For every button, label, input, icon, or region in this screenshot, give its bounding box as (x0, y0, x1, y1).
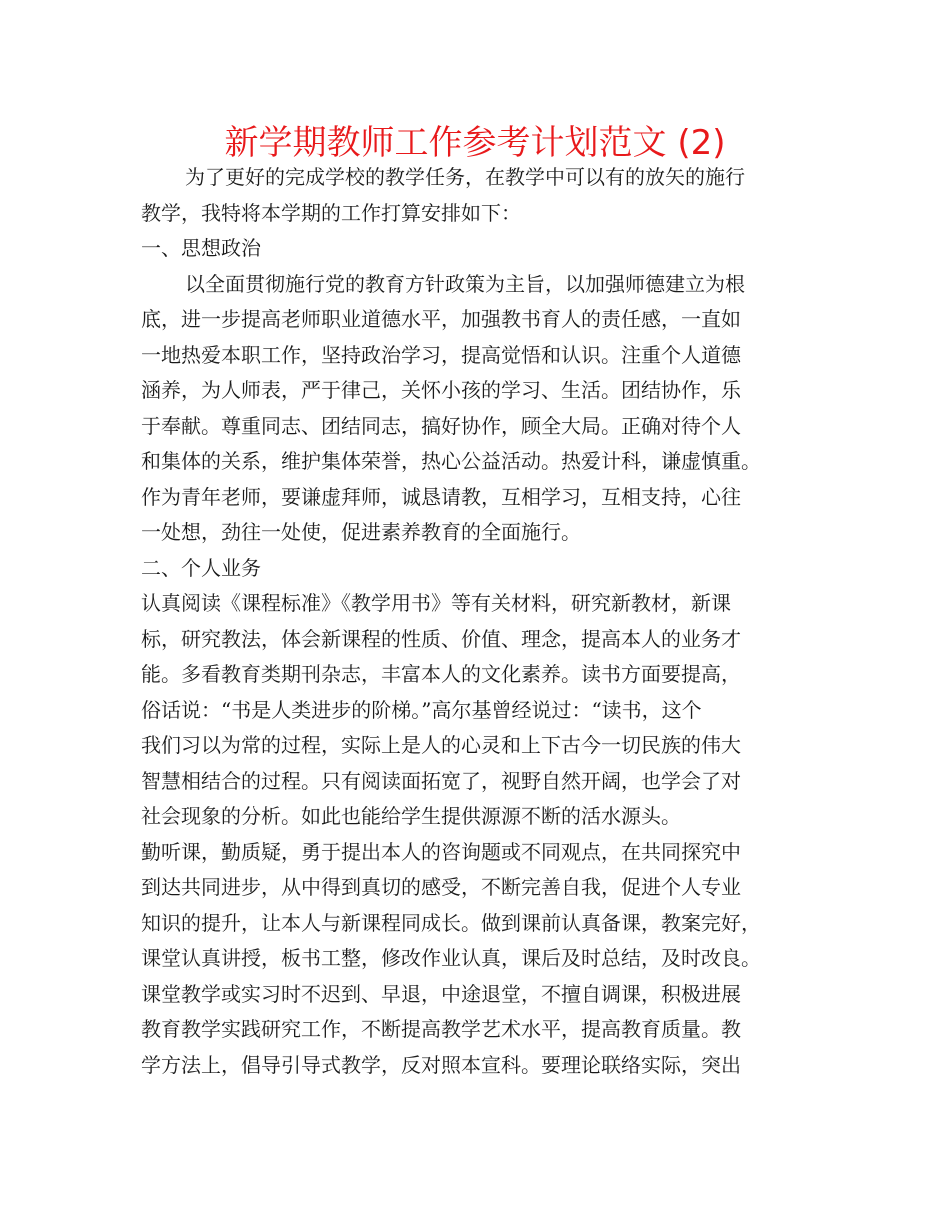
text-line: 一、思想政治 (141, 236, 261, 260)
text-line: 以全面贯彻施行党的教育方针政策为主旨，以加强师德建立为根 (185, 271, 745, 296)
text-line: 知识的提升，让本人与新课程同成长。做到课前认真备课，教案完好， (141, 910, 761, 935)
text-line: 认真阅读《课程标准》《教学用书》等有关材料，研究新教材，新课 (141, 591, 731, 615)
text-line: 一地热爱本职工作，坚持政治学习，提高觉悟和认识。注重个人道德 (141, 342, 741, 367)
text-line: 能。多看教育类期刊杂志，丰富本人的文化素养。读书方面要提高， (141, 662, 741, 686)
text-line: 标，研究教法，体会新课程的性质、价值、理念，提高本人的业务才 (141, 626, 741, 651)
text-line: 学方法上，倡导引导式教学，反对照本宣科。要理论联络实际，突出 (141, 1052, 741, 1077)
text-line: 二、个人业务 (141, 555, 261, 580)
text-line: 教学，我特将本学期的工作打算安排如下： (141, 200, 521, 225)
text-line: 智慧相结合的过程。只有阅读面拓宽了，视野自然开阔，也学会了对 (141, 768, 741, 793)
text-line: 作为青年老师，要谦虚拜师，诚恳请教，互相学习，互相支持，心往 (141, 484, 741, 509)
text-line: 我们习以为常的过程，实际上是人的心灵和上下古今一切民族的伟大 (141, 733, 741, 757)
text-line: 教育教学实践研究工作，不断提高教学艺术水平，提高教育质量。教 (141, 1017, 741, 1041)
text-line: 课堂认真讲授，板书工整，修改作业认真，课后及时总结，及时改良。 (141, 946, 761, 970)
text-line: 涵养，为人师表，严于律己，关怀小孩的学习、生活。团结协作，乐 (141, 378, 741, 402)
text-line: 和集体的关系，维护集体荣誉，热心公益活动。热爱计科，谦虚慎重。 (141, 449, 761, 473)
document-title: 新学期教师工作参考计划范文 (2) (224, 123, 726, 163)
text-line: 课堂教学或实习时不迟到、早退，中途退堂，不擅自调课，积极进展 (141, 981, 741, 1006)
text-line: 俗话说：“书是人类进步的阶梯。”高尔基曾经说过：“读书，这个 (141, 697, 702, 722)
text-line: 为了更好的完成学校的教学任务，在教学中可以有的放矢的施行 (185, 165, 745, 189)
text-line: 底，进一步提高老师职业道德水平，加强教书育人的责任感，一直如 (141, 307, 741, 331)
text-line: 勤听课，勤质疑，勇于提出本人的咨询题或不同观点，在共同探究中 (141, 839, 741, 864)
document-body (141, 160, 821, 1083)
text-line: 到达共同进步，从中得到真切的感受，不断完善自我，促进个人专业 (141, 875, 741, 899)
text-line: 社会现象的分析。如此也能给学生提供源源不断的活水源头。 (141, 804, 681, 828)
text-line: 于奉献。尊重同志、团结同志，搞好协作，顾全大局。正确对待个人 (141, 413, 741, 438)
text-line: 一处想，劲往一处使，促进素养教育的全面施行。 (141, 520, 581, 544)
